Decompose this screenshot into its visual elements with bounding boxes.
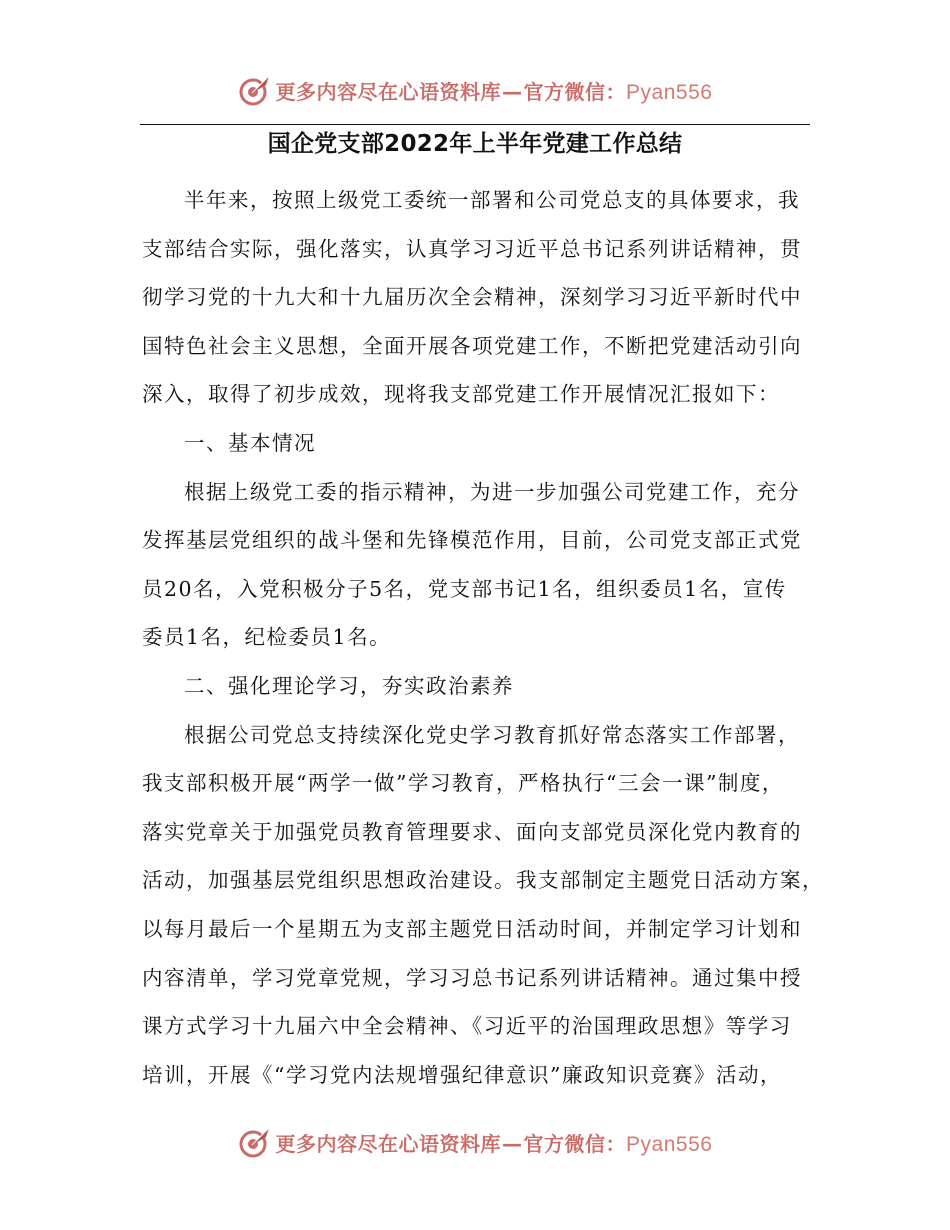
banner-lead-text: 更多内容尽在心语资料库 <box>275 79 502 104</box>
body-line: 我支部积极开展“两学一做”学习教育，严格执行“三会一课”制度， <box>142 771 784 796</box>
body-line: 课方式学习十九届六中全会精神、《习近平的治国理政思想》等学习 <box>142 1014 792 1039</box>
section-heading-theory: 二、强化理论学习，夯实政治素养 <box>184 673 514 698</box>
body-line: 发挥基层党组织的战斗堡和先锋模范作用，目前，公司党支部正式党 <box>142 528 802 553</box>
section-heading-basic: 一、基本情况 <box>184 430 316 455</box>
body-line: 委员1名，纪检委员1名。 <box>142 625 392 650</box>
body-line: 活动，加强基层党组织思想政治建设。我支部制定主题党日活动方案， <box>142 868 824 893</box>
banner-text <box>276 1128 713 1157</box>
body-line: 培训，开展《“学习党内法规增强纪律意识”廉政知识竞赛》活动， <box>142 1062 782 1087</box>
body-line: 彻学习党的十九大和十九届历次全会精神，深刻学习习近平新时代中 <box>142 285 802 310</box>
banner-lead-text: 更多内容尽在心语资料库 <box>275 1131 502 1156</box>
banner-wechat-id: Pyan556 <box>626 1132 713 1156</box>
body-line: 以每月最后一个星期五为支部主题党日活动时间，并制定学习计划和 <box>142 916 802 941</box>
body-line: 支部结合实际，强化落实，认真学习习近平总书记系列讲话精神，贯 <box>142 236 802 261</box>
banner-dash: — <box>502 79 523 104</box>
banner-dash: — <box>502 1131 523 1156</box>
header-rule <box>140 124 810 125</box>
body-line: 员20名，入党积极分子5名，党支部书记1名，组织委员1名，宣传 <box>142 576 787 601</box>
quill-logo-icon <box>238 1125 272 1159</box>
document-title: 国企党支部2022年上半年党建工作总结 <box>267 131 683 157</box>
quill-logo-icon <box>238 73 272 107</box>
banner-follow-text: 官方微信： <box>523 1131 627 1156</box>
banner-text <box>276 76 713 105</box>
footer-watermark-banner <box>0 1120 950 1164</box>
body-line: 落实党章关于加强党员教育管理要求、面向支部党员深化党内教育的 <box>142 819 802 844</box>
body-line: 根据上级党工委的指示精神，为进一步加强公司党建工作，充分 <box>184 479 800 504</box>
body-line: 根据公司党总支持续深化党史学习教育抓好常态落实工作部署， <box>184 722 800 747</box>
banner-follow-text: 官方微信： <box>523 79 627 104</box>
body-line: 内容清单，学习党章党规，学习习总书记系列讲话精神。通过集中授 <box>142 965 802 990</box>
body-line: 半年来，按照上级党工委统一部署和公司党总支的具体要求，我 <box>184 188 800 212</box>
document-body <box>142 176 824 1099</box>
body-line: 国特色社会主义思想，全面开展各项党建工作，不断把党建活动引向 <box>142 333 802 358</box>
banner-wechat-id: Pyan556 <box>626 80 713 104</box>
header-watermark-banner <box>0 68 950 112</box>
body-line: 深入，取得了初步成效，现将我支部党建工作开展情况汇报如下： <box>142 382 780 407</box>
